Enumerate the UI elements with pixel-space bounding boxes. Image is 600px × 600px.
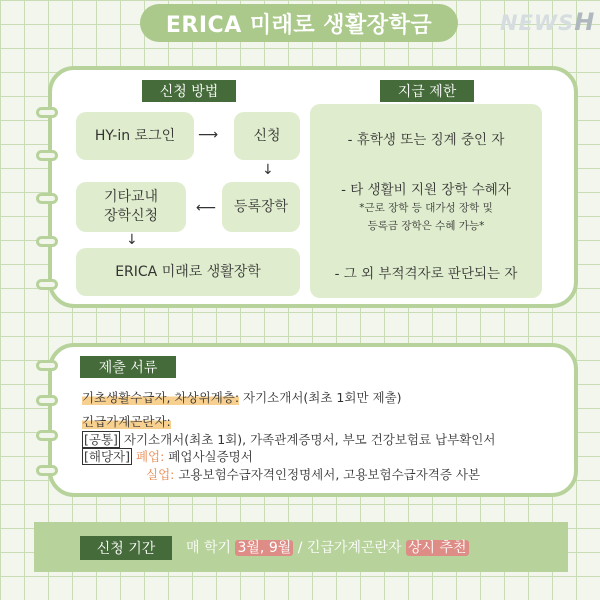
- logo-text: NEWS: [500, 11, 575, 35]
- unemployment-docs-line: [146, 465, 480, 483]
- documents-heading: 제출 서류: [80, 356, 176, 378]
- restriction-note-line1: *근로 장학 등 대가성 장학 및: [359, 202, 493, 214]
- restriction-item: - 타 생활비 지원 장학 수혜자: [341, 182, 511, 198]
- binder-ring: [36, 395, 58, 406]
- arrow-left-icon: ⟵: [196, 200, 217, 216]
- binder-ring: [36, 150, 58, 161]
- binder-ring: [36, 430, 58, 441]
- step-future-scholarship: ERICA 미래로 생활장학: [76, 248, 300, 296]
- restriction-note-line2: 등록금 장학은 수혜 가능*: [367, 220, 485, 232]
- period-prefix: 매 학기: [186, 540, 236, 556]
- binder-ring: [36, 465, 58, 476]
- step-login: HY-in 로그인: [76, 112, 194, 160]
- period-middle: / 긴급가계곤란자: [293, 540, 406, 556]
- arrow-right-icon: ⟶: [198, 127, 219, 143]
- payment-restriction-heading: 지급 제한: [380, 80, 474, 102]
- unemployment-value: 고용보험수급자격인정명세서, 고용보험수급자격증 사본: [174, 467, 481, 482]
- restrictions-panel: [310, 104, 542, 298]
- closure-label: 폐업:: [131, 449, 165, 464]
- common-docs-line: [82, 430, 495, 448]
- unemployment-label: 실업:: [146, 467, 175, 482]
- basic-recipient-line: [82, 388, 402, 406]
- step-apply: 신청: [234, 112, 300, 160]
- logo-letter: H: [574, 8, 596, 36]
- step-other-line1: 기타교내: [103, 189, 159, 206]
- binder-ring: [36, 360, 58, 371]
- common-docs-value: 자기소개서(최초 1회), 가족관계증명서, 부모 건강보험료 납부확인서: [119, 432, 496, 447]
- emergency-label: 긴급가계곤란자:: [82, 414, 171, 429]
- basic-recipient-label: 기초생활수급자, 차상위계층:: [82, 390, 240, 405]
- step-other-line2: 장학신청: [103, 208, 159, 224]
- step-other-school-scholarship: [76, 182, 186, 232]
- period-always-badge: 상시 추천: [408, 540, 467, 556]
- restriction-item: - 휴학생 또는 징계 중인 자: [347, 132, 505, 148]
- common-tag: [공통]: [84, 432, 118, 447]
- page-title: ERICA 미래로 생활장학금: [140, 4, 458, 42]
- application-period-label: 신청 기간: [80, 536, 172, 560]
- newsh-logo: [500, 8, 595, 36]
- applicable-tag: [해당자]: [84, 449, 130, 464]
- restriction-item: - 그 외 부적격자로 판단되는 자: [334, 266, 518, 282]
- step-register-scholarship: 등록장학: [222, 182, 300, 232]
- basic-recipient-value: 자기소개서(최초 1회만 제출): [239, 390, 402, 405]
- binder-ring: [36, 107, 58, 118]
- binder-ring: [36, 193, 58, 204]
- application-period-text: [186, 537, 469, 557]
- binder-ring: [36, 236, 58, 247]
- closure-value: 폐업사실증명서: [164, 449, 253, 464]
- application-method-heading: 신청 방법: [142, 80, 236, 102]
- period-months-badge: 3월, 9월: [237, 540, 292, 556]
- arrow-down-icon: ↓: [262, 162, 274, 178]
- emergency-line: [82, 412, 171, 430]
- closure-docs-line: [82, 447, 253, 465]
- binder-ring: [36, 279, 58, 290]
- arrow-down-icon: ↓: [126, 232, 138, 248]
